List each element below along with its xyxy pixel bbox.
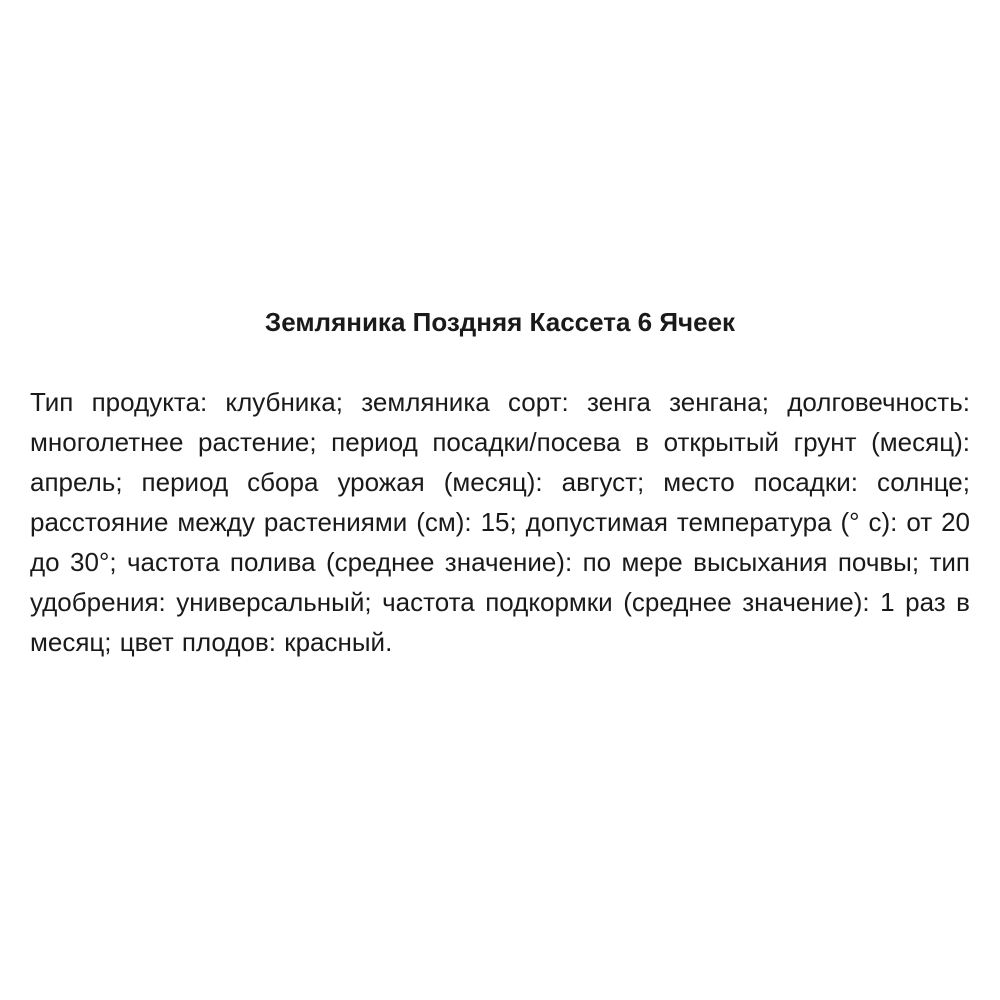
product-description: Тип продукта: клубника; земляника сорт: зенга зенгана; долговечность: многолетнее растение; период посадки/посева в открытый грунт (месяц): апрель; период сбора урожая (месяц): август; место посадки: солнце; расстояние между растениями (см): 15; допустимая температура (° с): от 20 до 30°; частота полива (среднее значение): по мере высыхания почвы; тип удобрения: универсальный; частота подкормки (среднее значение): 1 раз в месяц; цвет плодов: красный. <box>30 387 970 657</box>
product-title: Земляника Поздняя Кассета 6 Ячеек <box>264 307 736 337</box>
